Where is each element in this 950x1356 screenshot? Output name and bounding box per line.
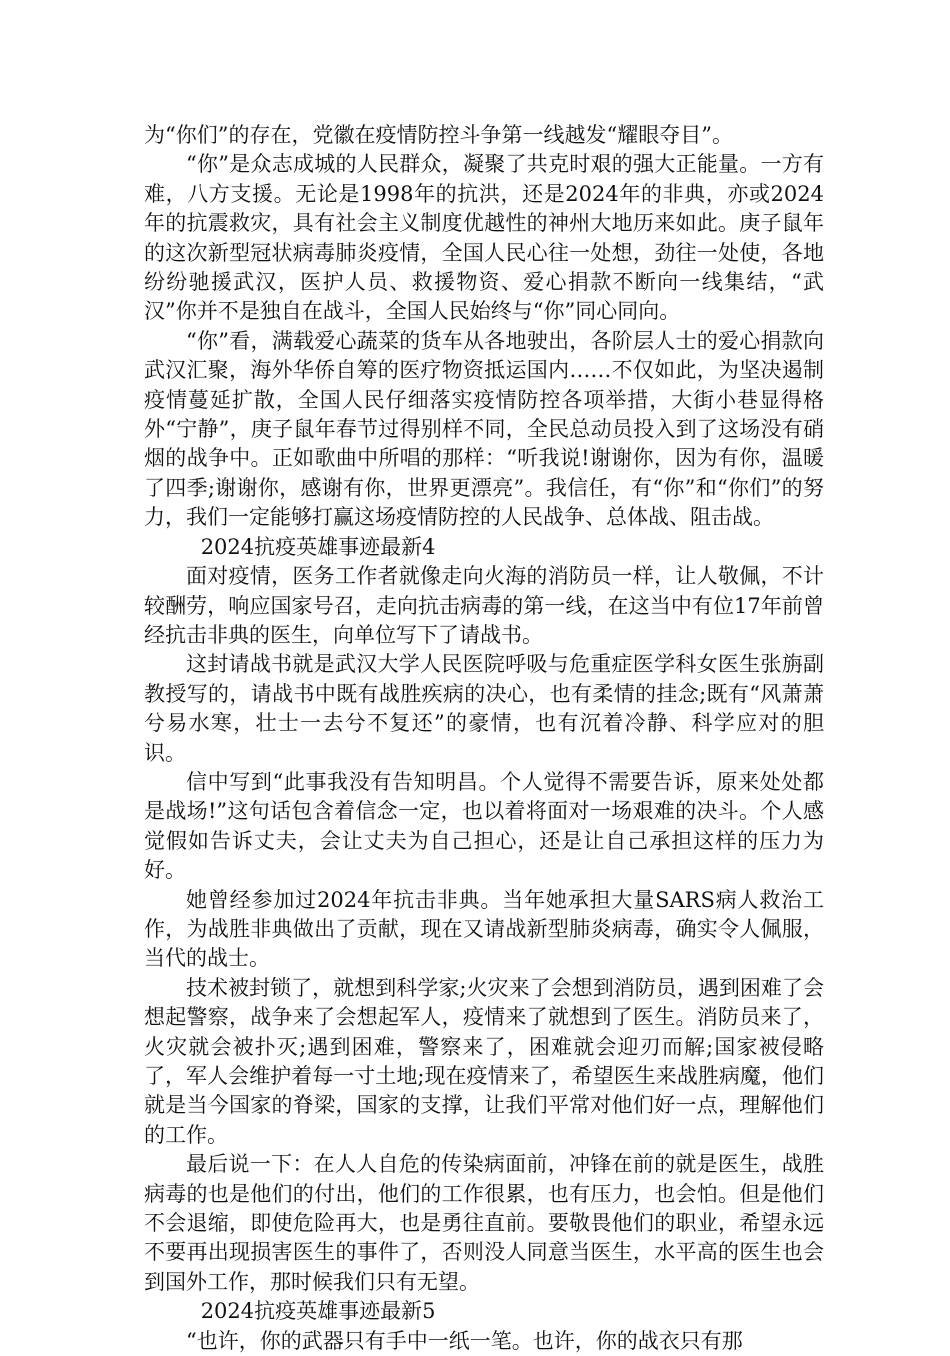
paragraph-8: 技术被封锁了，就想到科学家;火灾来了会想到消防员，遇到困难了会想起警察，战争来了会想起军人，疫情来了就想到了医生。消防员来了，火灾就会被扑灭;遇到困难，警察来了，困难就会迎刃而解;国家被侵略了，军人会维护着每一寸土地;现在疫情来了，希望医生来战胜病魔，他们就是当今国家的脊梁，国家的支撑，让我们平常对他们好一点，理解他们的工作。 (144, 975, 824, 1147)
paragraph-7: 她曾经参加过2024年抗击非典。当年她承担大量SARS病人救治工作，为战胜非典做出了贡献，现在又请战新型肺炎病毒，确实令人佩服，当代的战士。 (144, 887, 824, 971)
paragraph-9: 最后说一下：在人人自危的传染病面前，冲锋在前的就是医生，战胜病毒的也是他们的付出，他们的工作很累，也有压力，也会怕。但是他们不会退缩，即使危险再大，也是勇往直前。要敬畏他们的职业，希望永远不要再出现损害医生的事件了，否则没人同意当医生，水平高的医生也会到国外工作，那时候我们只有无望。 (144, 1152, 824, 1294)
section-heading-5: 2024抗疫英雄事迹最新5 (200, 1299, 436, 1324)
paragraph-1: 为“你们”的存在，党徽在疫情防控斗争第一线越发“耀眼夺目”。 (144, 123, 733, 147)
paragraph-5: 这封请战书就是武汉大学人民医院呼吸与危重症医学科女医生张旃副教授写的，请战书中既有战胜疾病的决心，也有柔情的挂念;既有“风萧萧兮易水寒，壮士一去兮不复还”的豪情，也有沉着冷静、科学应对的胆识。 (144, 652, 824, 765)
paragraph-2: “你”是众志成城的人民群众，凝聚了共克时艰的强大正能量。一方有难，八方支援。无论是1998年的抗洪，还是2024年的非典，亦或2024年的抗震救灾，具有社会主义制度优越性的神州大地历来如此。庚子鼠年的这次新型冠状病毒肺炎疫情，全国人民心往一处想，劲往一处使，各地纷纷驰援武汉，医护人员、救援物资、爱心捐款不断向一线集结，“武汉”你并不是独自在战斗，全国人民始终与“你”同心同向。 (144, 152, 824, 324)
paragraph-10: “也许，你的武器只有手中一纸一笔。也许，你的战衣只有那 (186, 1328, 743, 1353)
paragraph-3: “你”看，满载爱心蔬菜的货车从各地驶出，各阶层人士的爱心捐款向武汉汇聚，海外华侨自筹的医疗物资抵运国内……不仅如此，为坚决遏制疫情蔓延扩散，全国人民仔细落实疫情防控各项举措，大街小巷显得格外“宁静”，庚子鼠年春节过得别样不同，全民总动员投入到了这场没有硝烟的战争中。正如歌曲中所唱的那样：“听我说!谢谢你，因为有你，温暖了四季;谢谢你，感谢有你，世界更漂亮”。我信任，有“你”和“你们”的努力，我们一定能够打赢这场疫情防控的人民战争、总体战、阻击战。 (144, 328, 824, 530)
paragraph-6: 信中写到“此事我没有告知明昌。个人觉得不需要告诉，原来处处都是战场!”这句话包含着信念一定，也以着将面对一场艰难的决斗。个人感觉假如告诉丈夫，会让丈夫为自己担心，还是让自己承担这样的压力为好。 (144, 769, 824, 883)
document-body (144, 121, 824, 1356)
section-heading-4: 2024抗疫英雄事迹最新4 (200, 534, 436, 559)
paragraph-4: 面对疫情，医务工作者就像走向火海的消防员一样，让人敬佩，不计较酬劳，响应国家号召，走向抗击病毒的第一线，在这当中有位17年前曾经抗击非典的医生，向单位写下了请战书。 (144, 564, 824, 647)
